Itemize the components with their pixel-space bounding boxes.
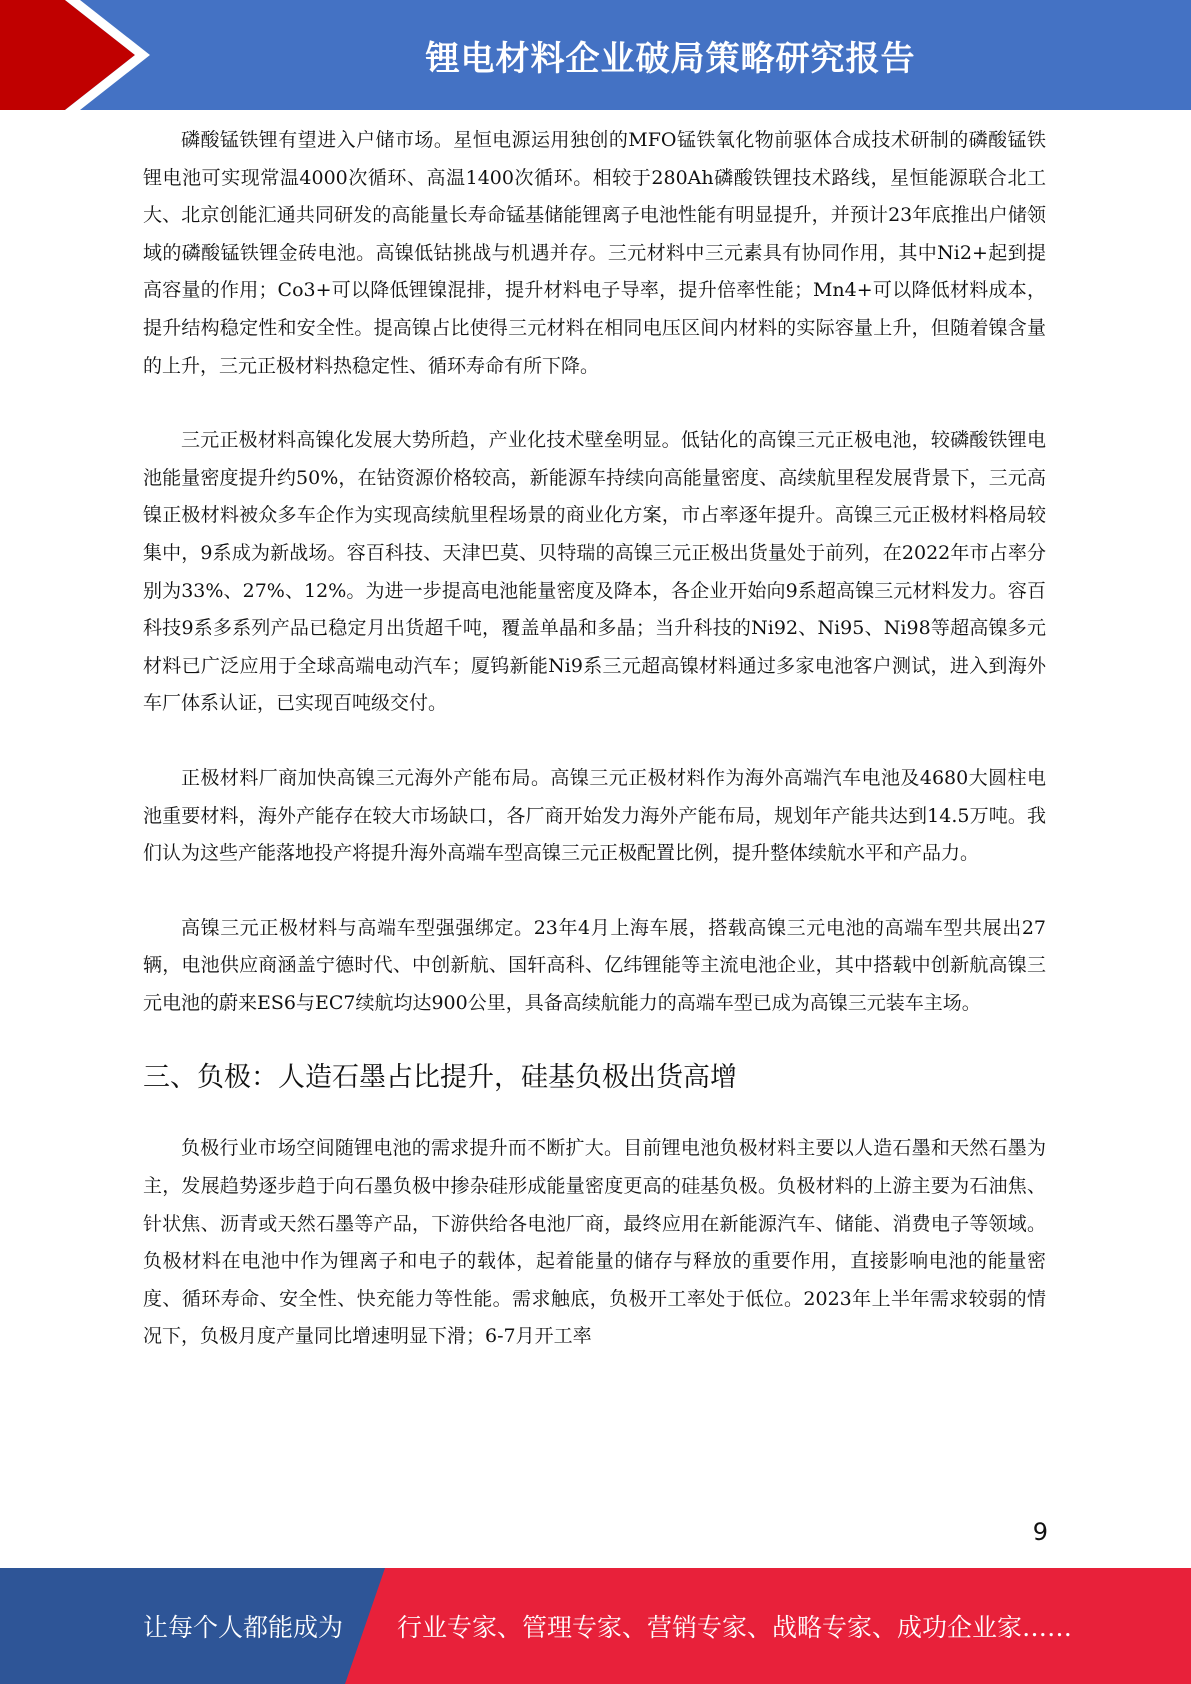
- report-title: 锂电材料企业破局策略研究报告: [425, 38, 916, 79]
- main-content: [143, 122, 1046, 1356]
- paragraph-overseas-capacity: 正极材料厂商加快高镍三元海外产能布局。高镍三元正极材料作为海外高端汽车电池及4680大圆柱电池重要材料，海外产能存在较大市场缺口，各厂商开始发力海外产能布局，规划年产能共达到14.5万吨。我们认为这些产能落地投产将提升海外高端车型高镍三元正极配置比例，提升整体续航水平和产品力。: [143, 766, 1046, 865]
- paragraph-high-nickel-trend: 三元正极材料高镍化发展大势所趋，产业化技术壁垒明显。低钴化的高镍三元正极电池，较磷酸铁锂电池能量密度提升约50%，在钴资源价格较高，新能源车持续向高能量密度、高续航里程发展背景下，三元高镍正极材料被众多车企作为实现高续航里程场景的商业化方案，市占率逐年提升。高镍三元正极材料格局较集中，9系成为新战场。容百科技、天津巴莫、贝特瑞的高镍三元正极出货量处于前列，在2022年市占率分别为33%、27%、12%。为进一步提高电池能量密度及降本，各企业开始向9系超高镍三元材料发力。容百科技9系多系列产品已稳定月出货超千吨，覆盖单晶和多晶；当升科技的Ni92、Ni95、Ni98等超高镍多元材料已广泛应用于全球高端电动汽车；厦钨新能Ni9系三元超高镍材料通过多家电池客户测试，进入到海外车厂体系认证，已实现百吨级交付。: [143, 429, 1046, 715]
- page-header: [0, 0, 1191, 110]
- header-chevron-decoration: [0, 0, 160, 110]
- footer-slogan-right: 行业专家、管理专家、营销专家、战略专家、成功企业家……: [397, 1613, 1073, 1642]
- footer-slogan-left: 让每个人都能成为: [143, 1613, 344, 1642]
- paragraph-anode-market: 负极行业市场空间随锂电池的需求提升而不断扩大。目前锂电池负极材料主要以人造石墨和天然石墨为主，发展趋势逐步趋于向石墨负极中掺杂硅形成能量密度更高的硅基负极。负极材料的上游主要为石油焦、针状焦、沥青或天然石墨等产品，下游供给各电池厂商，最终应用在新能源汽车、储能、消费电子等领域。负极材料在电池中作为锂离子和电子的载体，起着能量的储存与释放的重要作用，直接影响电池的能量密度、循环寿命、安全性、快充能力等性能。需求触底，负极开工率处于低位。2023年上半年需求较弱的情况下，负极月度产量同比增速明显下滑；6-7月开工率: [143, 1137, 1046, 1348]
- section-title-anode: 三、负极：人造石墨占比提升，硅基负极出货高增: [143, 1062, 737, 1094]
- page-number: 9: [1032, 1518, 1048, 1546]
- page-footer: [0, 1568, 1191, 1684]
- paragraph-lmfp: 磷酸锰铁锂有望进入户储市场。星恒电源运用独创的MFO锰铁氧化物前驱体合成技术研制的磷酸锰铁锂电池可实现常温4000次循环、高温1400次循环。相较于280Ah磷酸铁锂技术路线，星恒能源联合北工大、北京创能汇通共同研发的高能量长寿命锰基储能锂离子电池性能有明显提升，并预计23年底推出户储领域的磷酸锰铁锂金砖电池。高镍低钴挑战与机遇并存。三元材料中三元素具有协同作用，其中Ni2+起到提高容量的作用；Co3+可以降低锂镍混排，提升材料电子导率，提升倍率性能；Mn4+可以降低材料成本，提升结构稳定性和安全性。提高镍占比使得三元材料在相同电压区间内材料的实际容量上升，但随着镍含量的上升，三元正极材料热稳定性、循环寿命有所下降。: [143, 129, 1046, 377]
- paragraph-high-end-vehicles: 高镍三元正极材料与高端车型强强绑定。23年4月上海车展，搭载高镍三元电池的高端车型共展出27辆，电池供应商涵盖宁德时代、中创新航、国轩高科、亿纬锂能等主流电池企业，其中搭载中创新航高镍三元电池的蔚来ES6与EC7续航均达900公里，具备高续航能力的高端车型已成为高镍三元装车主场。: [143, 916, 1046, 1014]
